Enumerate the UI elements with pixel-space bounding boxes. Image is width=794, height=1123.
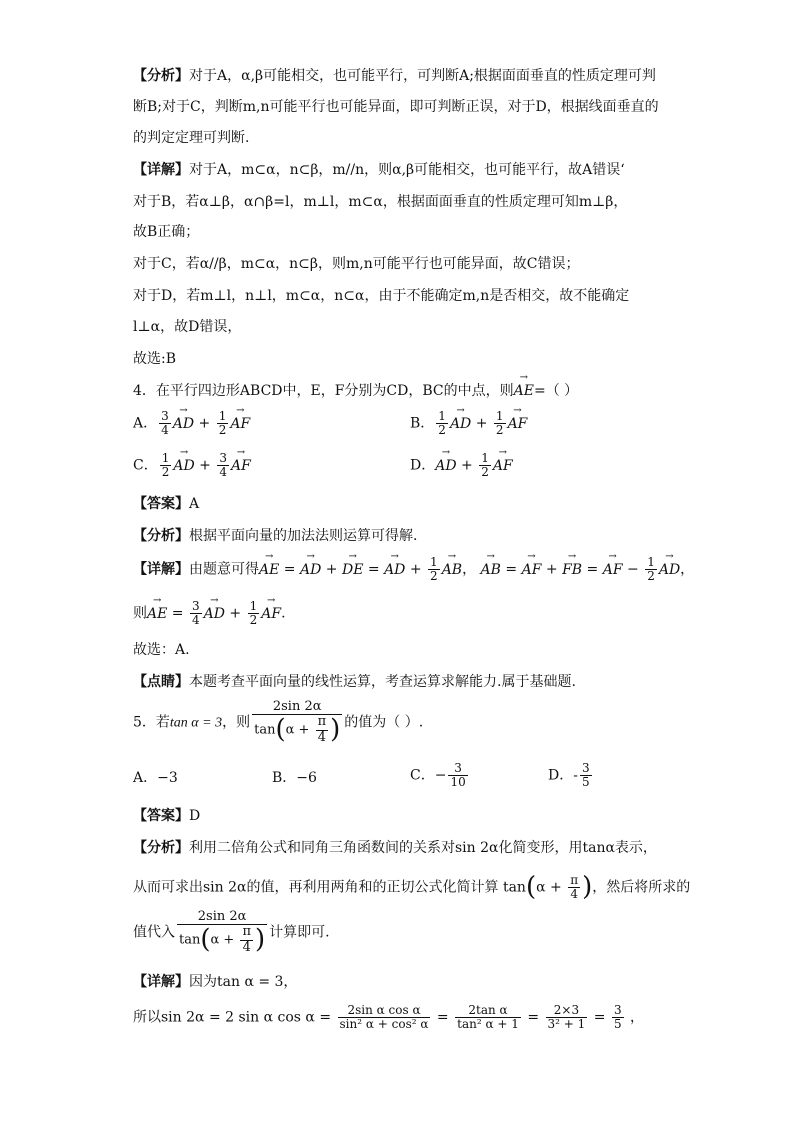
q4-answer-line: 【答案】A (133, 496, 200, 512)
q5-analysis-line-1: 【分析】利用二倍角公式和同角三角函数间的关系对sin 2α化简变形，用tanα表示， (133, 840, 657, 856)
q5-stem: 5．若tan α = 3，则 2sin 2α tan(α + $\frac{\pi}{4}$ ) 的值为（ ）. (133, 699, 424, 745)
q3-analysis-text-1: 对于A，α,β可能相交，也可能平行，可判断A;根据面面垂直的性质定理可判 (189, 68, 656, 84)
q5-answer-line: 【答案】D (133, 808, 201, 824)
q3-analysis-line-3: 的判定定理可判断. (133, 130, 250, 146)
q4-detail-line-1: 【详解】由题意可得→ AE = → AD + → DE = → AD + $\frac{1}{2}$ → AB， → AB = → AF + → FB = → AF − $\frac{1}{2}$ → AD， (133, 556, 694, 583)
q4-stem-vector: → AE (514, 381, 534, 402)
q5-option-b: B．−6 (272, 770, 317, 786)
q3-detail-line-6: l⊥α，故D错误， (133, 319, 242, 335)
q5-analysis-line-2: 从而可求出sin 2α的值，再利用两角和的正切公式化简计算 tan(α + $\frac{\pi}{4}$ )，然后将所求的 (133, 872, 691, 902)
q4-detail-line-2: 则→ AE = $\frac{3}{4}$ → AD + $\frac{1}{2}$ → AF. (133, 600, 286, 627)
q4-stem (133, 381, 578, 402)
q4-choose: 故选：A. (133, 642, 190, 658)
q4-option-b: B． $\frac{1}{2}$ → AD + $\frac{1}{2}$ → AF (410, 410, 527, 437)
q4-option-a: A． $\frac{3}{4}$ → AD + $\frac{1}{2}$ → AF (133, 410, 250, 437)
q4-comment-line: 【点睛】本题考查平面向量的线性运算，考查运算求解能力.属于基础题. (133, 674, 576, 690)
q3-detail-line-4: 对于C，若α//β，m⊂α，n⊂β，则m,n可能平行也可能异面，故C错误； (133, 256, 580, 272)
q4-stem-text: 4．在平行四边形ABCD中，E，F分别为CD，BC的中点，则 (133, 383, 514, 399)
q4-analysis: 根据平面向量的加法法则运算可得解. (189, 528, 418, 544)
q5-detail-line-1: 【详解】因为tan α = 3， (133, 974, 298, 990)
q3-detail-line-5: 对于D，若m⊥l，n⊥l，m⊂α，n⊂α，由于不能确定m,n是否相交，故不能确定 (133, 288, 630, 304)
q3-detail-line-3: 故B正确； (133, 224, 200, 240)
q5-condition: tan α = 3 (169, 715, 223, 731)
analysis-tag: 【分析】 (133, 68, 189, 84)
q5-detail-line-2: 所以sin 2α = 2 sin α cos α = $\frac{\text{2sin α cos α}}{\text{sin² α + cos² α}}$ = $\frac{\text{2tan α}}{\text{tan² α + 1}}$ = $\frac{2\times 3}{\text{3² + 1}}$ = $\frac{3}{5}$ ， (133, 1003, 645, 1032)
q5-answer: D (189, 808, 201, 824)
q3-analysis-line-2: 断B;对于C，判断m,n可能平行也可能异面，即可判断正误，对于D，根据线面垂直的 (133, 99, 659, 115)
q5-option-c: C．− $\frac{3}{10}$ (410, 761, 466, 790)
q5-option-a: A．−3 (133, 770, 178, 786)
detail-tag: 【详解】 (133, 162, 189, 178)
q4-comment: 本题考查平面向量的线性运算，考查运算求解能力.属于基础题. (189, 674, 576, 690)
q3-detail-line-1 (133, 160, 625, 181)
q3-detail-line-2: 对于B，若α⊥β，α∩β=l，m⊥l，m⊂α，根据面面垂直的性质定理可知m⊥β， (133, 194, 628, 210)
q4-stem-tail: =（ ） (533, 383, 579, 399)
q4-answer: A (189, 496, 200, 512)
q4-analysis-line: 【分析】根据平面向量的加法法则运算可得解. (133, 528, 418, 544)
q4-option-c: C． $\frac{1}{2}$ → AD + $\frac{3}{4}$ → AF (133, 452, 251, 479)
q5-analysis-line-3: 值代入 2sin 2α tan(α + $\frac{\pi}{4}$ ) 计算即可. (133, 909, 330, 955)
q3-choose: 故选:B (133, 351, 177, 367)
q4-option-d: D．→ AD + $\frac{1}{2}$ → AF (410, 452, 513, 479)
q3-detail-text-1: 对于A，m⊂α，n⊂β，m//n，则α,β可能相交，也可能平行，故A错误‘ (189, 162, 625, 178)
q5-expression: 2sin 2α tan(α + $\frac{\pi}{4}$ ) (254, 699, 341, 745)
q5-option-d: D．- $\frac{3}{5}$ (548, 761, 590, 790)
q3-analysis-line-1 (133, 66, 656, 87)
